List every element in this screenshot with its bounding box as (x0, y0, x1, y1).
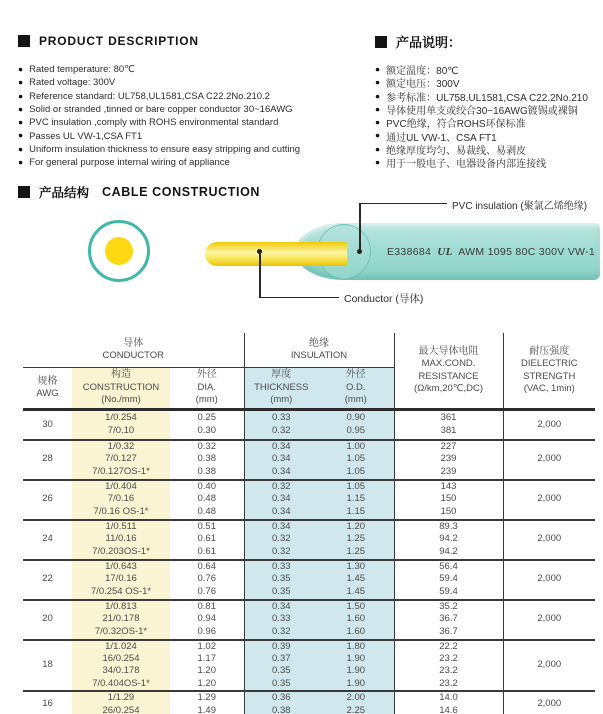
cable-cross-section-conductor (105, 237, 133, 265)
awg-header: 规格 AWG (23, 368, 72, 410)
dielectric-cell: 2,000 (503, 410, 595, 440)
construction-cell: 1/0.511 11/0.16 7/0.203OS-1* (72, 520, 170, 560)
bullet-item (375, 143, 603, 156)
bullet-icon: ● (18, 64, 24, 74)
od-cell: 1.80 1.90 1.90 1.90 (318, 640, 394, 692)
bullet-item (375, 103, 603, 116)
construction-header: 构造 CONSTRUCTION (No./mm) (72, 368, 170, 410)
resistance-header: 最大导体电阻 MAX.COND. RESISTANCE (Ω/km,20℃,DC) (394, 333, 503, 410)
od-cell: 1.05 1.15 1.15 (318, 480, 394, 520)
bullet-icon: ● (375, 77, 381, 88)
product-description-cn-title (375, 32, 461, 51)
dia-cell: 0.81 0.94 0.96 (170, 600, 244, 640)
bullet-item-text: PVC绝缘，符合ROHS环保标准 (386, 119, 526, 130)
od-cell: 1.30 1.45 1.45 (318, 560, 394, 600)
bullet-item (375, 116, 603, 129)
table-row-awg-22 (23, 560, 595, 600)
dielectric-header: 耐压强度 DIELECTRIC STRENGTH (VAC, 1min) (503, 333, 595, 410)
resistance-cell: 35.2 36.7 36.7 (394, 600, 503, 640)
resistance-cell: 14.0 14.6 (394, 691, 503, 714)
bullet-icon: ● (375, 157, 381, 168)
square-bullet-icon (18, 186, 30, 198)
thickness-cell: 0.39 0.37 0.35 0.35 (244, 640, 318, 692)
table-row-awg-18 (23, 640, 595, 692)
table-row-awg-20 (23, 600, 595, 640)
bullet-icon: ● (375, 117, 381, 128)
bullet-icon: ● (18, 103, 24, 114)
resistance-cell: 361 381 (394, 410, 503, 440)
dia-cell: 0.40 0.48 0.48 (170, 480, 244, 520)
dielectric-cell: 2,000 (503, 520, 595, 560)
cable-spec-text: AWM 1095 80C 300V VW-1 (458, 246, 596, 258)
bullet-icon: ● (375, 90, 381, 101)
cable-cert-number: E338684 (386, 246, 432, 258)
square-bullet-icon (18, 35, 30, 47)
bullet-icon: ● (375, 103, 381, 114)
dia-cell: 1.29 1.49 (170, 691, 244, 714)
cable-construction-title-en: CABLE CONSTRUCTION (102, 185, 261, 199)
bullet-item-text: 额定温度：80℃ (386, 66, 459, 77)
bullet-icon: ● (375, 64, 381, 74)
dia-cell: 0.25 0.30 (170, 410, 244, 440)
construction-cell: 1/1.024 16/0.254 34/0.178 7/0.404OS-1* (72, 640, 170, 692)
construction-cell: 1/0.254 7/0.10 (72, 410, 170, 440)
od-cell: 1.20 1.25 1.25 (318, 520, 394, 560)
bullet-item-text: PVC insulation ,comply with ROHS environmental standard (29, 117, 279, 129)
spec-table (23, 333, 595, 714)
bullet-item (18, 116, 372, 129)
bullet-item-text: Passes UL VW-1,CSA FT1 (29, 130, 143, 142)
insulation-label: PVC insulation (聚氯乙烯绝缘) (452, 201, 588, 212)
dia-cell: 0.32 0.38 0.38 (170, 440, 244, 480)
awg-cell: 28 (23, 440, 72, 480)
resistance-cell: 56.4 59.4 59.4 (394, 560, 503, 600)
bullet-item-text: For general purpose internal wiring of appliance (29, 157, 230, 169)
bullet-item (18, 90, 372, 103)
product-description-list (18, 63, 372, 169)
thickness-cell: 0.32 0.34 0.34 (244, 480, 318, 520)
bullet-icon: ● (18, 90, 24, 101)
dielectric-cell: 2,000 (503, 600, 595, 640)
cable-construction-title-cn: 产品结构 (39, 186, 90, 200)
bullet-icon: ● (18, 157, 24, 168)
construction-cell: 1/1.29 26/0.254 (72, 691, 170, 714)
product-description-cn-title-text: 产品说明： (396, 35, 462, 50)
bullet-item (18, 63, 372, 76)
bullet-icon: ● (18, 77, 24, 88)
bullet-item (18, 143, 372, 156)
table-row-awg-24 (23, 520, 595, 560)
table-row-awg-30 (23, 410, 595, 440)
bullet-item-text: 额定电压：300V (386, 79, 460, 90)
dielectric-cell: 2,000 (503, 640, 595, 692)
construction-cell: 1/0.32 7/0.127 7/0.127OS-1* (72, 440, 170, 480)
construction-cell: 1/0.404 7/0.16 7/0.16 OS-1* (72, 480, 170, 520)
awg-cell: 20 (23, 600, 72, 640)
product-description-cn-list (375, 63, 603, 169)
bullet-item-text: 绝缘厚度均匀、易裁线、易剥皮 (386, 145, 527, 157)
dia-header: 外径 DIA. (mm) (170, 368, 244, 410)
bullet-icon: ● (18, 143, 24, 154)
awg-cell: 18 (23, 640, 72, 692)
bullet-item (375, 63, 603, 76)
conductor-leader-hline (259, 297, 339, 299)
awg-cell: 22 (23, 560, 72, 600)
conductor-group-header: 导体 CONDUCTOR (23, 333, 244, 368)
bullet-item-text: 用于一般电子、电器设备内部连接线 (386, 159, 547, 170)
dia-cell: 0.64 0.76 0.76 (170, 560, 244, 600)
thickness-cell: 0.36 0.38 (244, 691, 318, 714)
bullet-item (375, 129, 603, 142)
insulation-leader-hline (359, 203, 447, 205)
table-row-awg-26 (23, 480, 595, 520)
bullet-item (375, 156, 603, 169)
conductor-leader-vline (259, 252, 261, 298)
bullet-item (18, 156, 372, 169)
bullet-item-text: Rated voltage: 300V (29, 77, 116, 89)
od-cell: 1.00 1.05 1.05 (318, 440, 394, 480)
dia-cell: 0.51 0.61 0.61 (170, 520, 244, 560)
awg-cell: 30 (23, 410, 72, 440)
insulation-group-header: 绝缘 INSULATION (244, 333, 394, 368)
construction-cell: 1/0.813 21/0.178 7/0.32OS-1* (72, 600, 170, 640)
resistance-cell: 89.3 94.2 94.2 (394, 520, 503, 560)
bullet-item-text: 导体使用单支或绞合30~16AWG镀锡或裸铜 (386, 106, 578, 117)
bullet-item (18, 129, 372, 142)
thickness-cell: 0.33 0.35 0.35 (244, 560, 318, 600)
thickness-cell: 0.34 0.32 0.32 (244, 520, 318, 560)
awg-cell: 16 (23, 691, 72, 714)
od-header: 外径 O.D. (mm) (318, 368, 394, 410)
resistance-cell: 227 239 239 (394, 440, 503, 480)
thickness-cell: 0.33 0.32 (244, 410, 318, 440)
bullet-item-text: Reference standard: UL758,UL1581,CSA C22.2No.210.2 (29, 90, 270, 102)
square-bullet-icon (375, 36, 387, 48)
bullet-item (375, 90, 603, 103)
product-description-title-text: PRODUCT DESCRIPTION (39, 34, 199, 48)
bullet-item-text: Uniform insulation thickness to ensure easy stripping and cutting (29, 143, 301, 155)
table-row-awg-28 (23, 440, 595, 480)
cable-conductor-rod (205, 242, 347, 266)
thickness-cell: 0.34 0.34 0.34 (244, 440, 318, 480)
dia-cell: 1.02 1.17 1.20 1.20 (170, 640, 244, 692)
dielectric-cell: 2,000 (503, 440, 595, 480)
cable-construction-title (18, 183, 260, 201)
ul-logo-icon: UL (437, 246, 453, 258)
bullet-icon: ● (375, 130, 381, 141)
bullet-item (18, 76, 372, 89)
bullet-icon: ● (375, 143, 381, 154)
bullet-icon: ● (18, 130, 24, 141)
group-header-row (23, 333, 595, 368)
bullet-item-text: Solid or stranded ,tinned or bare copper conductor 30~16AWG (29, 104, 293, 116)
resistance-cell: 143 150 150 (394, 480, 503, 520)
od-cell: 0.90 0.95 (318, 410, 394, 440)
dielectric-cell: 2,000 (503, 480, 595, 520)
od-cell: 1.50 1.60 1.60 (318, 600, 394, 640)
thickness-cell: 0.34 0.33 0.32 (244, 600, 318, 640)
bullet-item-text: Rated temperature: 80℃ (29, 64, 135, 76)
conductor-label: Conductor (导体) (344, 293, 424, 305)
od-cell: 2.00 2.25 (318, 691, 394, 714)
awg-cell: 26 (23, 480, 72, 520)
cable-print-text (385, 246, 597, 258)
construction-cell: 1/0.643 17/0.16 7/0.254 OS-1* (72, 560, 170, 600)
dielectric-cell: 2,000 (503, 691, 595, 714)
product-description-title (18, 34, 199, 48)
bullet-item-text: 参考标准：UL758,UL1581,CSA C22.2No.210 (386, 92, 588, 103)
insulation-leader-vline (359, 203, 361, 251)
bullet-icon: ● (18, 117, 24, 128)
bullet-item (18, 103, 372, 116)
thickness-header: 厚度 THICKNESS (mm) (244, 368, 318, 410)
resistance-cell: 22.2 23.2 23.2 23.2 (394, 640, 503, 692)
bullet-item-text: 通过UL VW-1、CSA FT1 (386, 132, 497, 143)
spec-table-body (23, 410, 595, 714)
bullet-item (375, 76, 603, 89)
dielectric-cell: 2,000 (503, 560, 595, 600)
awg-cell: 24 (23, 520, 72, 560)
table-row-awg-16 (23, 691, 595, 714)
